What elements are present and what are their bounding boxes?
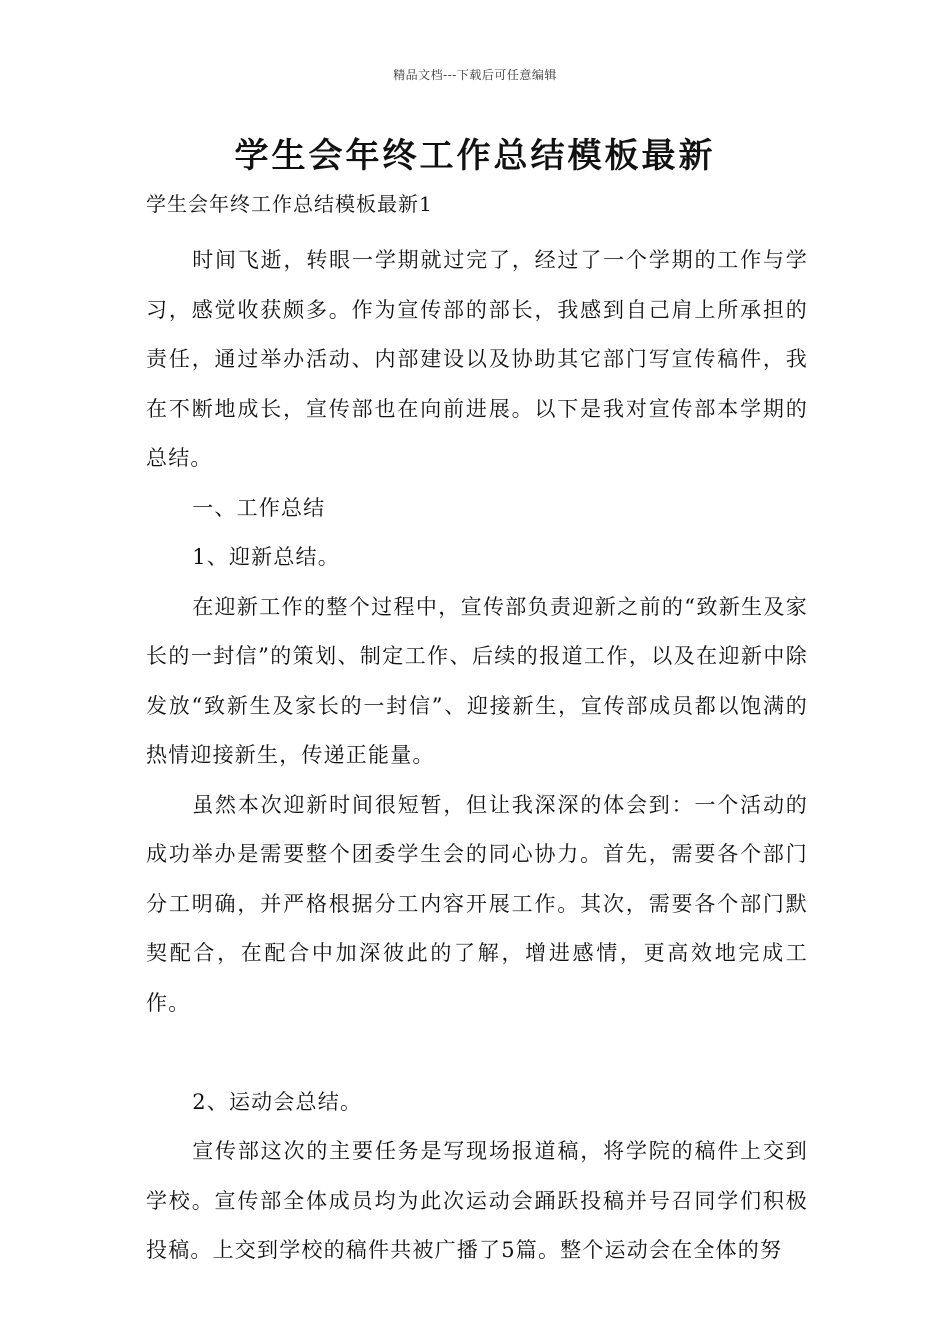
document-body bbox=[146, 236, 808, 1276]
paragraph-welcome-reflection: 虽然本次迎新时间很短暂，但让我深深的体会到：一个活动的成功举办是需要整个团委学生会的同心协力。首先，需要各个部门分工明确，并严格根据分工内容开展工作。其次，需要各个部门默契配合，在配合中加深彼此的了解，增进感情，更高效地完成工作。 bbox=[146, 792, 808, 1015]
document-subtitle: 学生会年终工作总结模板最新1 bbox=[146, 192, 433, 216]
paragraph-spacer bbox=[146, 1028, 808, 1078]
document-title: 学生会年终工作总结模板最新 bbox=[234, 136, 716, 176]
paragraph-intro: 时间飞逝，转眼一学期就过完了，经过了一个学期的工作与学习，感觉收获颇多。作为宣传部的部长，我感到自己肩上所承担的责任，通过举办活动、内部建设以及协助其它部门写宣传稿件，我在不断地成长，宣传部也在向前进展。以下是我对宣传部本学期的总结。 bbox=[146, 248, 808, 470]
subsection-heading-sports-meet: 2、运动会总结。 bbox=[192, 1089, 363, 1114]
section-heading-work-summary: 一、工作总结 bbox=[192, 495, 326, 520]
paragraph-sports-meet: 宣传部这次的主要任务是写现场报道稿，将学院的稿件上交到学校。宣传部全体成员均为此次运动会踊跃投稿并号召同学们积极投稿。上交到学校的稿件共被广播了5篇。整个运动会在全体的努 bbox=[146, 1139, 808, 1262]
header-note: 精品文档---下载后可任意编辑 bbox=[393, 68, 557, 82]
paragraph-welcome-process: 在迎新工作的整个过程中，宣传部负责迎新之前的“致新生及家长的一封信”的策划、制定工作、后续的报道工作，以及在迎新中除发放“致新生及家长的一封信”、迎接新生，宣传部成员都以饱满的热情迎接新生，传递正能量。 bbox=[146, 594, 808, 767]
subsection-heading-welcome: 1、迎新总结。 bbox=[192, 545, 340, 569]
